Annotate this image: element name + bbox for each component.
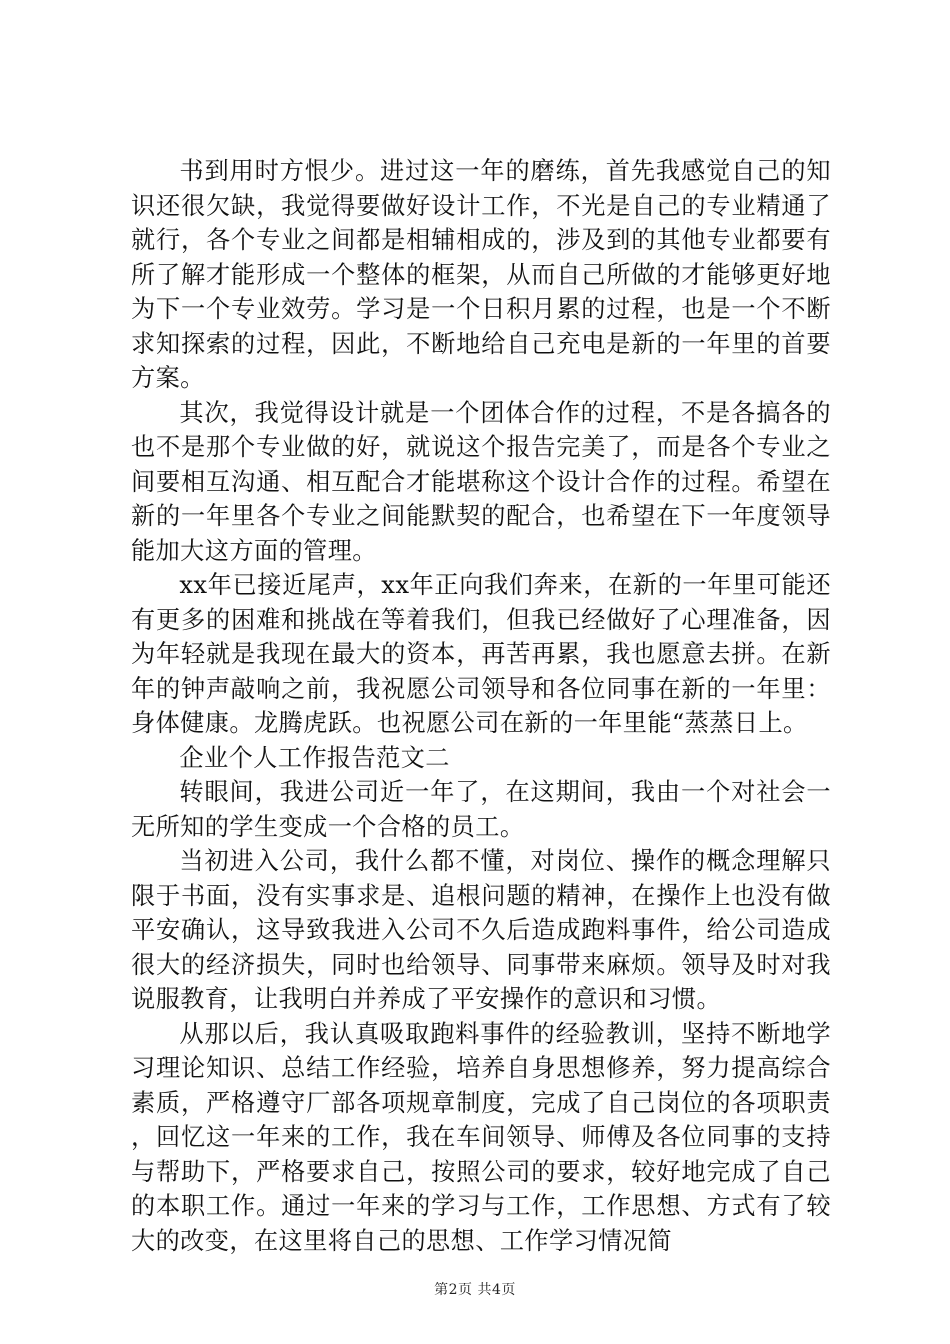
paragraph-1: 书到用时方恨少。进过这一年的磨练，首先我感觉自己的知识还很欠缺，我觉得要做好设计工作，不光是自己的专业精通了就行，各个专业之间都是相辅相成的，涉及到的其他专业都要有所了解才能形成一个整体的框架，从而自己所做的才能够更好地为下一个专业效劳。学习是一个日积月累的过程，也是一个不断求知探索的过程，因此，不断地给自己充电是新的一年里的首要方案。: [131, 157, 831, 392]
paragraph-2: 其次，我觉得设计就是一个团体合作的过程，不是各搞各的也不是那个专业做的好，就说这个报告完美了，而是各个专业之间要相互沟通、相互配合才能堪称这个设计合作的过程。希望在新的一年里各个专业之间能默契的配合，也希望在下一年度领导能加大这方面的管理。: [131, 398, 831, 565]
page-footer: [0, 1281, 950, 1299]
paragraph-5: 当初进入公司，我什么都不懂，对岗位、操作的概念理解只限于书面，没有实事求是、追根问题的精神，在操作上也没有做平安确认，这导致我进入公司不久后造成跑料事件，给公司造成很大的经济损失，同时也给领导、同事带来麻烦。领导及时对我说服教育，让我明白并养成了平安操作的意识和习惯。: [131, 847, 831, 1013]
paragraph-4: 转眼间，我进公司近一年了，在这期间，我由一个对社会一无所知的学生变成一个合格的员工。: [131, 778, 831, 841]
paragraph-6: 从那以后，我认真吸取跑料事件的经验教训，坚持不断地学习理论知识、总结工作经验，培养自身思想修养，努力提高综合素质，严格遵守厂部各项规章制度，完成了自己岗位的各项职责，回忆这一年来的工作，我在车间领导、师傅及各位同事的支持与帮助下，严格要求自己，按照公司的要求，较好地完成了自己的本职工作。通过一年来的学习与工作，工作思想、方式有了较大的改变，在这里将自己的思想、工作学习情况简: [131, 1019, 831, 1255]
paragraph-3: xx年已接近尾声，xx年正向我们奔来，在新的一年里可能还有更多的困难和挑战在等着我们，但我已经做好了心理准备，因为年轻就是我现在最大的资本，再苦再累，我也愿意去拼。在新年的钟声敲响之前，我祝愿公司领导和各位同事在新的一年里：身体健康。龙腾虎跃。也祝愿公司在新的一年里能“蒸蒸日上。: [131, 571, 831, 737]
page-number-indicator: 第2页 共4页: [434, 1282, 516, 1298]
document-body: [131, 154, 831, 1258]
section-heading: 企业个人工作报告范文二: [179, 743, 450, 772]
